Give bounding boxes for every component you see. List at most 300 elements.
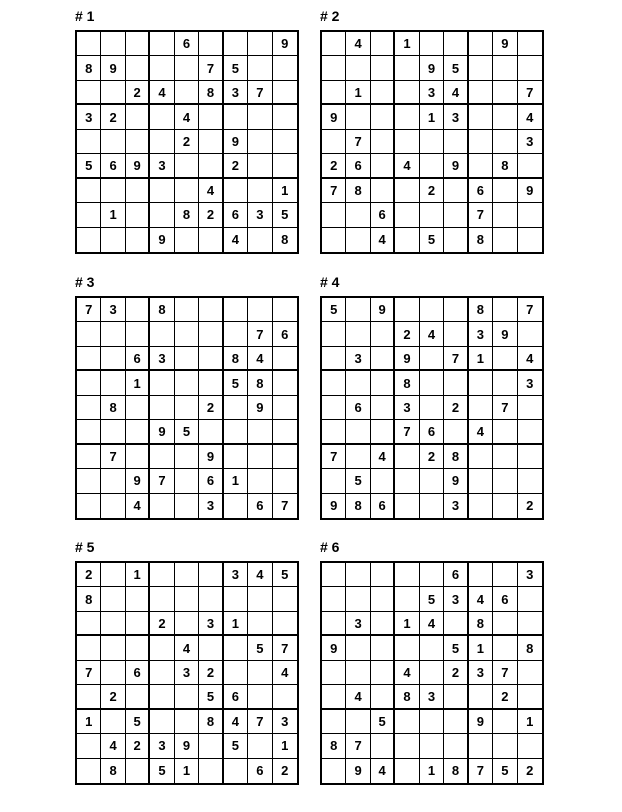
sudoku-cell[interactable]: 8: [199, 710, 223, 734]
sudoku-cell[interactable]: 1: [224, 469, 248, 493]
sudoku-cell[interactable]: [518, 396, 542, 420]
sudoku-cell[interactable]: [371, 734, 395, 758]
sudoku-cell[interactable]: [77, 396, 101, 420]
sudoku-cell[interactable]: [199, 734, 223, 758]
sudoku-cell[interactable]: [395, 759, 419, 783]
sudoku-cell[interactable]: 5: [175, 420, 199, 444]
sudoku-cell[interactable]: [175, 563, 199, 587]
sudoku-cell[interactable]: 7: [444, 347, 468, 371]
sudoku-cell[interactable]: 2: [199, 661, 223, 685]
sudoku-cell[interactable]: 5: [224, 56, 248, 80]
sudoku-cell[interactable]: [420, 130, 444, 154]
sudoku-cell[interactable]: [346, 661, 370, 685]
sudoku-cell[interactable]: [248, 56, 272, 80]
sudoku-cell[interactable]: 3: [346, 612, 370, 636]
sudoku-cell[interactable]: [199, 228, 223, 252]
sudoku-cell[interactable]: [322, 563, 346, 587]
sudoku-cell[interactable]: 9: [150, 420, 174, 444]
sudoku-cell[interactable]: [395, 469, 419, 493]
sudoku-cell[interactable]: 2: [150, 612, 174, 636]
sudoku-cell[interactable]: [150, 494, 174, 518]
sudoku-cell[interactable]: [273, 445, 297, 469]
sudoku-cell[interactable]: [346, 371, 370, 395]
sudoku-cell[interactable]: 4: [395, 661, 419, 685]
sudoku-cell[interactable]: [126, 396, 150, 420]
sudoku-cell[interactable]: 3: [420, 685, 444, 709]
sudoku-cell[interactable]: 4: [175, 105, 199, 129]
sudoku-cell[interactable]: [199, 636, 223, 660]
sudoku-cell[interactable]: [273, 56, 297, 80]
sudoku-cell[interactable]: 5: [248, 636, 272, 660]
sudoku-cell[interactable]: 2: [199, 203, 223, 227]
sudoku-cell[interactable]: 8: [444, 445, 468, 469]
sudoku-cell[interactable]: [273, 469, 297, 493]
sudoku-cell[interactable]: [346, 563, 370, 587]
sudoku-cell[interactable]: [322, 322, 346, 346]
sudoku-cell[interactable]: 4: [469, 420, 493, 444]
sudoku-cell[interactable]: [371, 81, 395, 105]
sudoku-cell[interactable]: [101, 81, 125, 105]
sudoku-cell[interactable]: [493, 56, 517, 80]
sudoku-cell[interactable]: [395, 179, 419, 203]
sudoku-cell[interactable]: 7: [77, 661, 101, 685]
sudoku-cell[interactable]: 7: [273, 636, 297, 660]
sudoku-cell[interactable]: [444, 685, 468, 709]
sudoku-cell[interactable]: [322, 32, 346, 56]
sudoku-cell[interactable]: 7: [77, 298, 101, 322]
sudoku-cell[interactable]: 9: [444, 469, 468, 493]
sudoku-cell[interactable]: [273, 396, 297, 420]
sudoku-cell[interactable]: [248, 661, 272, 685]
sudoku-cell[interactable]: 9: [322, 494, 346, 518]
sudoku-cell[interactable]: [248, 298, 272, 322]
sudoku-cell[interactable]: [371, 563, 395, 587]
sudoku-cell[interactable]: [322, 710, 346, 734]
sudoku-cell[interactable]: [371, 420, 395, 444]
sudoku-cell[interactable]: [420, 371, 444, 395]
sudoku-cell[interactable]: [322, 130, 346, 154]
sudoku-cell[interactable]: 2: [420, 445, 444, 469]
sudoku-cell[interactable]: 8: [469, 612, 493, 636]
sudoku-cell[interactable]: [224, 445, 248, 469]
sudoku-cell[interactable]: 2: [126, 81, 150, 105]
sudoku-cell[interactable]: [126, 636, 150, 660]
sudoku-cell[interactable]: [371, 154, 395, 178]
sudoku-cell[interactable]: 3: [273, 710, 297, 734]
sudoku-cell[interactable]: [469, 105, 493, 129]
sudoku-cell[interactable]: [371, 347, 395, 371]
sudoku-cell[interactable]: [322, 612, 346, 636]
sudoku-cell[interactable]: [199, 587, 223, 611]
sudoku-cell[interactable]: 4: [175, 636, 199, 660]
sudoku-cell[interactable]: 5: [150, 759, 174, 783]
sudoku-cell[interactable]: [371, 322, 395, 346]
sudoku-cell[interactable]: 8: [469, 228, 493, 252]
sudoku-cell[interactable]: [150, 587, 174, 611]
sudoku-cell[interactable]: [224, 179, 248, 203]
sudoku-cell[interactable]: [346, 228, 370, 252]
sudoku-cell[interactable]: [395, 445, 419, 469]
sudoku-cell[interactable]: [224, 105, 248, 129]
sudoku-cell[interactable]: 5: [420, 587, 444, 611]
sudoku-cell[interactable]: [126, 105, 150, 129]
sudoku-cell[interactable]: 3: [150, 154, 174, 178]
sudoku-cell[interactable]: 6: [126, 661, 150, 685]
sudoku-cell[interactable]: [493, 371, 517, 395]
sudoku-cell[interactable]: [518, 32, 542, 56]
sudoku-cell[interactable]: 1: [420, 759, 444, 783]
sudoku-cell[interactable]: [199, 563, 223, 587]
sudoku-cell[interactable]: [199, 322, 223, 346]
sudoku-cell[interactable]: 7: [150, 469, 174, 493]
sudoku-cell[interactable]: 9: [346, 759, 370, 783]
sudoku-cell[interactable]: 8: [150, 298, 174, 322]
sudoku-cell[interactable]: [371, 32, 395, 56]
sudoku-cell[interactable]: 1: [101, 203, 125, 227]
sudoku-cell[interactable]: [469, 371, 493, 395]
sudoku-cell[interactable]: 4: [248, 563, 272, 587]
sudoku-cell[interactable]: [444, 710, 468, 734]
sudoku-cell[interactable]: [518, 685, 542, 709]
sudoku-cell[interactable]: [346, 56, 370, 80]
sudoku-cell[interactable]: [346, 587, 370, 611]
sudoku-cell[interactable]: [101, 563, 125, 587]
sudoku-cell[interactable]: [175, 347, 199, 371]
sudoku-cell[interactable]: [224, 396, 248, 420]
sudoku-cell[interactable]: 9: [175, 734, 199, 758]
sudoku-cell[interactable]: 8: [175, 203, 199, 227]
sudoku-cell[interactable]: 6: [444, 563, 468, 587]
sudoku-cell[interactable]: 4: [420, 322, 444, 346]
sudoku-cell[interactable]: 2: [77, 563, 101, 587]
sudoku-cell[interactable]: [126, 445, 150, 469]
sudoku-cell[interactable]: 7: [199, 56, 223, 80]
sudoku-cell[interactable]: 3: [518, 130, 542, 154]
sudoku-cell[interactable]: [248, 105, 272, 129]
sudoku-cell[interactable]: 2: [444, 661, 468, 685]
sudoku-cell[interactable]: [175, 685, 199, 709]
sudoku-cell[interactable]: [469, 563, 493, 587]
sudoku-cell[interactable]: 9: [493, 32, 517, 56]
sudoku-cell[interactable]: [101, 32, 125, 56]
sudoku-cell[interactable]: 9: [224, 130, 248, 154]
sudoku-cell[interactable]: 3: [469, 661, 493, 685]
sudoku-cell[interactable]: 1: [395, 32, 419, 56]
sudoku-cell[interactable]: [469, 469, 493, 493]
sudoku-cell[interactable]: [126, 759, 150, 783]
sudoku-cell[interactable]: [420, 661, 444, 685]
sudoku-cell[interactable]: [248, 445, 272, 469]
sudoku-cell[interactable]: 6: [371, 494, 395, 518]
sudoku-cell[interactable]: 7: [493, 661, 517, 685]
sudoku-cell[interactable]: [273, 685, 297, 709]
sudoku-cell[interactable]: [493, 228, 517, 252]
sudoku-cell[interactable]: 2: [395, 322, 419, 346]
sudoku-cell[interactable]: [493, 298, 517, 322]
sudoku-cell[interactable]: [101, 469, 125, 493]
sudoku-cell[interactable]: [420, 396, 444, 420]
sudoku-cell[interactable]: [199, 105, 223, 129]
sudoku-cell[interactable]: [469, 734, 493, 758]
sudoku-cell[interactable]: 8: [248, 371, 272, 395]
sudoku-cell[interactable]: 4: [395, 154, 419, 178]
sudoku-cell[interactable]: 9: [469, 710, 493, 734]
sudoku-cell[interactable]: [77, 130, 101, 154]
sudoku-cell[interactable]: 3: [518, 371, 542, 395]
sudoku-cell[interactable]: 5: [420, 228, 444, 252]
sudoku-cell[interactable]: 4: [199, 179, 223, 203]
sudoku-cell[interactable]: [175, 56, 199, 80]
sudoku-cell[interactable]: 1: [420, 105, 444, 129]
sudoku-cell[interactable]: [420, 710, 444, 734]
sudoku-cell[interactable]: 9: [322, 105, 346, 129]
sudoku-cell[interactable]: 7: [518, 81, 542, 105]
sudoku-cell[interactable]: [126, 685, 150, 709]
sudoku-cell[interactable]: [395, 636, 419, 660]
sudoku-cell[interactable]: [420, 734, 444, 758]
sudoku-cell[interactable]: [101, 494, 125, 518]
sudoku-cell[interactable]: [371, 179, 395, 203]
sudoku-cell[interactable]: 8: [281, 232, 289, 248]
sudoku-cell[interactable]: [175, 469, 199, 493]
sudoku-cell[interactable]: 6: [101, 154, 125, 178]
sudoku-cell[interactable]: 3: [150, 347, 174, 371]
sudoku-cell[interactable]: [518, 469, 542, 493]
sudoku-cell[interactable]: [199, 371, 223, 395]
sudoku-cell[interactable]: 6: [493, 587, 517, 611]
sudoku-cell[interactable]: 1: [518, 710, 542, 734]
sudoku-cell[interactable]: 1: [469, 636, 493, 660]
sudoku-cell[interactable]: [101, 347, 125, 371]
sudoku-cell[interactable]: 1: [469, 347, 493, 371]
sudoku-cell[interactable]: [175, 371, 199, 395]
sudoku-cell[interactable]: 5: [224, 734, 248, 758]
sudoku-cell[interactable]: [420, 32, 444, 56]
sudoku-cell[interactable]: [101, 587, 125, 611]
sudoku-cell[interactable]: [199, 759, 223, 783]
sudoku-cell[interactable]: 1: [77, 710, 101, 734]
sudoku-cell[interactable]: 8: [101, 396, 125, 420]
sudoku-cell[interactable]: 2: [101, 685, 125, 709]
sudoku-cell[interactable]: 4: [444, 81, 468, 105]
sudoku-cell[interactable]: 4: [273, 661, 297, 685]
sudoku-cell[interactable]: [420, 469, 444, 493]
sudoku-cell[interactable]: [224, 298, 248, 322]
sudoku-cell[interactable]: [469, 396, 493, 420]
sudoku-cell[interactable]: 9: [248, 396, 272, 420]
sudoku-cell[interactable]: [248, 179, 272, 203]
sudoku-cell[interactable]: [444, 612, 468, 636]
sudoku-cell[interactable]: [150, 636, 174, 660]
sudoku-cell[interactable]: [420, 154, 444, 178]
sudoku-cell[interactable]: [77, 685, 101, 709]
sudoku-cell[interactable]: 7: [248, 81, 272, 105]
sudoku-cell[interactable]: [224, 587, 248, 611]
sudoku-cell[interactable]: [126, 130, 150, 154]
sudoku-cell[interactable]: [518, 228, 542, 252]
sudoku-cell[interactable]: [273, 347, 297, 371]
sudoku-cell[interactable]: [150, 105, 174, 129]
sudoku-cell[interactable]: 1: [126, 563, 150, 587]
sudoku-cell[interactable]: [77, 612, 101, 636]
sudoku-cell[interactable]: [273, 298, 297, 322]
sudoku-cell[interactable]: [395, 228, 419, 252]
sudoku-cell[interactable]: 5: [371, 710, 395, 734]
sudoku-cell[interactable]: [371, 396, 395, 420]
sudoku-cell[interactable]: [101, 371, 125, 395]
sudoku-cell[interactable]: 4: [346, 685, 370, 709]
sudoku-cell[interactable]: [224, 494, 248, 518]
sudoku-cell[interactable]: 3: [444, 494, 468, 518]
sudoku-cell[interactable]: [77, 445, 101, 469]
sudoku-cell[interactable]: [273, 105, 297, 129]
sudoku-cell[interactable]: [518, 445, 542, 469]
sudoku-cell[interactable]: [126, 228, 150, 252]
sudoku-cell[interactable]: [322, 371, 346, 395]
sudoku-cell[interactable]: 4: [248, 347, 272, 371]
sudoku-cell[interactable]: [101, 661, 125, 685]
sudoku-cell[interactable]: [444, 32, 468, 56]
sudoku-cell[interactable]: [199, 420, 223, 444]
sudoku-cell[interactable]: [395, 203, 419, 227]
sudoku-cell[interactable]: 7: [346, 734, 370, 758]
sudoku-cell[interactable]: [346, 636, 370, 660]
sudoku-cell[interactable]: 8: [322, 734, 346, 758]
sudoku-cell[interactable]: [395, 81, 419, 105]
sudoku-cell[interactable]: [126, 179, 150, 203]
sudoku-cell[interactable]: 9: [101, 56, 125, 80]
sudoku-cell[interactable]: 9: [126, 469, 150, 493]
sudoku-cell[interactable]: [175, 154, 199, 178]
sudoku-cell[interactable]: 7: [395, 420, 419, 444]
sudoku-cell[interactable]: [518, 661, 542, 685]
sudoku-cell[interactable]: 5: [273, 563, 297, 587]
sudoku-cell[interactable]: [199, 298, 223, 322]
sudoku-cell[interactable]: 5: [273, 203, 297, 227]
sudoku-cell[interactable]: [224, 661, 248, 685]
sudoku-cell[interactable]: 2: [493, 685, 517, 709]
sudoku-cell[interactable]: 7: [101, 445, 125, 469]
sudoku-cell[interactable]: [150, 661, 174, 685]
sudoku-cell[interactable]: [518, 154, 542, 178]
sudoku-cell[interactable]: 6: [248, 759, 272, 783]
sudoku-cell[interactable]: [322, 685, 346, 709]
sudoku-cell[interactable]: 3: [469, 322, 493, 346]
sudoku-cell[interactable]: [469, 32, 493, 56]
sudoku-cell[interactable]: [493, 130, 517, 154]
sudoku-cell[interactable]: 8: [77, 587, 101, 611]
sudoku-cell[interactable]: [322, 347, 346, 371]
sudoku-cell[interactable]: [444, 420, 468, 444]
sudoku-cell[interactable]: 6: [248, 494, 272, 518]
sudoku-cell[interactable]: [150, 32, 174, 56]
sudoku-cell[interactable]: [371, 636, 395, 660]
sudoku-cell[interactable]: [518, 322, 542, 346]
sudoku-cell[interactable]: [444, 228, 468, 252]
sudoku-cell[interactable]: [346, 322, 370, 346]
sudoku-cell[interactable]: 5: [322, 298, 346, 322]
sudoku-cell[interactable]: [175, 494, 199, 518]
sudoku-cell[interactable]: [346, 105, 370, 129]
sudoku-cell[interactable]: 2: [199, 396, 223, 420]
sudoku-cell[interactable]: 8: [444, 759, 468, 783]
sudoku-cell[interactable]: [199, 347, 223, 371]
sudoku-cell[interactable]: [273, 154, 297, 178]
sudoku-cell[interactable]: [101, 322, 125, 346]
sudoku-cell[interactable]: 5: [444, 56, 468, 80]
sudoku-cell[interactable]: 3: [77, 105, 101, 129]
sudoku-cell[interactable]: [101, 420, 125, 444]
sudoku-cell[interactable]: [126, 612, 150, 636]
sudoku-cell[interactable]: [77, 228, 101, 252]
sudoku-cell[interactable]: [371, 587, 395, 611]
sudoku-cell[interactable]: [469, 494, 493, 518]
sudoku-cell[interactable]: [493, 636, 517, 660]
sudoku-cell[interactable]: 9: [518, 179, 542, 203]
sudoku-cell[interactable]: [77, 734, 101, 758]
sudoku-cell[interactable]: 8: [224, 347, 248, 371]
sudoku-cell[interactable]: [420, 298, 444, 322]
sudoku-cell[interactable]: [493, 612, 517, 636]
sudoku-cell[interactable]: [101, 228, 125, 252]
sudoku-cell[interactable]: 7: [493, 396, 517, 420]
sudoku-cell[interactable]: [248, 734, 272, 758]
sudoku-cell[interactable]: [175, 179, 199, 203]
sudoku-cell[interactable]: 5: [224, 371, 248, 395]
sudoku-cell[interactable]: [371, 469, 395, 493]
sudoku-cell[interactable]: [273, 371, 297, 395]
sudoku-cell[interactable]: [420, 494, 444, 518]
sudoku-cell[interactable]: 3: [175, 661, 199, 685]
sudoku-cell[interactable]: [248, 685, 272, 709]
sudoku-cell[interactable]: [101, 130, 125, 154]
sudoku-cell[interactable]: 3: [444, 105, 468, 129]
sudoku-cell[interactable]: 4: [126, 494, 150, 518]
sudoku-cell[interactable]: 9: [420, 56, 444, 80]
sudoku-cell[interactable]: [77, 420, 101, 444]
sudoku-cell[interactable]: 8: [101, 759, 125, 783]
sudoku-cell[interactable]: [346, 298, 370, 322]
sudoku-cell[interactable]: 3: [199, 612, 223, 636]
sudoku-cell[interactable]: [420, 636, 444, 660]
sudoku-cell[interactable]: [175, 612, 199, 636]
sudoku-cell[interactable]: [469, 81, 493, 105]
sudoku-cell[interactable]: 6: [126, 347, 150, 371]
sudoku-cell[interactable]: [444, 203, 468, 227]
sudoku-cell[interactable]: [493, 445, 517, 469]
sudoku-cell[interactable]: 1: [175, 759, 199, 783]
sudoku-cell[interactable]: [420, 203, 444, 227]
sudoku-cell[interactable]: [101, 612, 125, 636]
sudoku-cell[interactable]: 8: [346, 494, 370, 518]
sudoku-cell[interactable]: [371, 130, 395, 154]
sudoku-cell[interactable]: [469, 56, 493, 80]
sudoku-cell[interactable]: 3: [444, 587, 468, 611]
sudoku-cell[interactable]: [322, 759, 346, 783]
sudoku-cell[interactable]: 7: [248, 710, 272, 734]
sudoku-cell[interactable]: [322, 469, 346, 493]
sudoku-cell[interactable]: 8: [493, 154, 517, 178]
sudoku-cell[interactable]: 2: [526, 498, 534, 514]
sudoku-cell[interactable]: [518, 612, 542, 636]
sudoku-cell[interactable]: 6: [346, 396, 370, 420]
sudoku-cell[interactable]: [273, 130, 297, 154]
sudoku-cell[interactable]: 9: [199, 445, 223, 469]
sudoku-cell[interactable]: 2: [175, 130, 199, 154]
sudoku-cell[interactable]: 2: [281, 763, 289, 779]
sudoku-cell[interactable]: 9: [371, 298, 395, 322]
sudoku-cell[interactable]: 2: [322, 154, 346, 178]
